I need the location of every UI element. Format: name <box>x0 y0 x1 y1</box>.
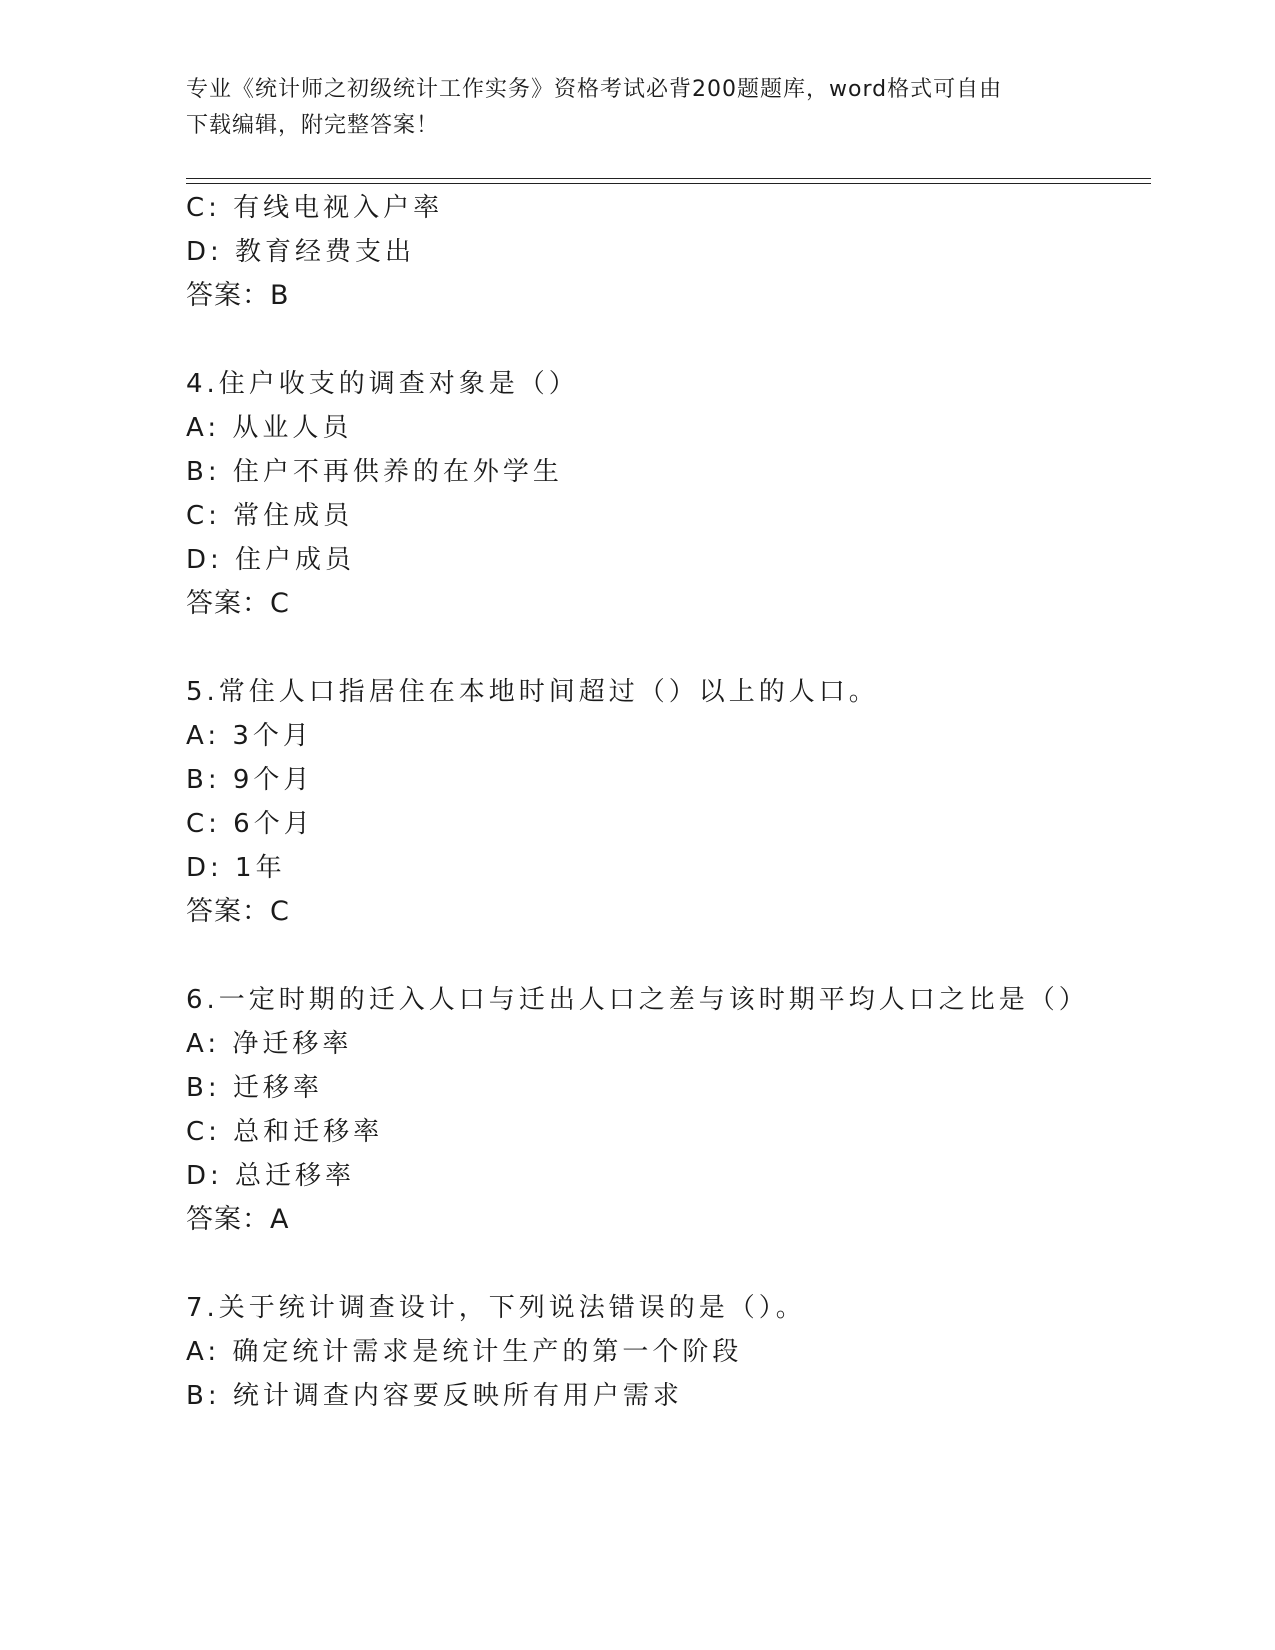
q4-option-d: D: 住户成员 <box>186 545 356 575</box>
q6-answer: 答案：A <box>186 1204 290 1235</box>
q6-option-a: A: 净迁移率 <box>186 1029 353 1059</box>
header-divider-bottom <box>186 183 1151 184</box>
q6-option-c: C: 总和迁移率 <box>186 1117 384 1147</box>
q4-option-a: A: 从业人员 <box>186 413 353 443</box>
prev-option-c: C: 有线电视入户率 <box>186 193 444 223</box>
q6-stem: 6.一定时期的迁入人口与迁出人口之差与该时期平均人口之比是（） <box>186 985 1089 1015</box>
q7-stem: 7.关于统计调查设计，下列说法错误的是（）。 <box>186 1293 806 1323</box>
q5-stem: 5.常住人口指居住在本地时间超过（）以上的人口。 <box>186 677 879 707</box>
q5-answer: 答案：C <box>186 896 290 927</box>
q7-option-a: A: 确定统计需求是统计生产的第一个阶段 <box>186 1337 743 1367</box>
q6-option-b: B: 迁移率 <box>186 1073 323 1103</box>
prev-option-d: D: 教育经费支出 <box>186 237 416 267</box>
prev-answer: 答案：B <box>186 280 290 311</box>
q5-option-c: C: 6个月 <box>186 809 314 839</box>
q4-option-b: B: 住户不再供养的在外学生 <box>186 457 563 487</box>
q4-option-c: C: 常住成员 <box>186 501 354 531</box>
header-title-line-1: 专业《统计师之初级统计工作实务》资格考试必背200题题库，word格式可自由 <box>186 77 1003 102</box>
header-title-line-2: 下载编辑，附完整答案！ <box>186 113 440 138</box>
q5-option-b: B: 9个月 <box>186 765 314 795</box>
document-header <box>186 72 1086 144</box>
q5-option-a: A: 3个月 <box>186 721 313 751</box>
q4-answer: 答案：C <box>186 588 290 619</box>
header-divider-top <box>186 178 1151 179</box>
q6-option-d: D: 总迁移率 <box>186 1161 356 1191</box>
q5-option-d: D: 1年 <box>186 853 286 883</box>
q4-stem: 4.住户收支的调查对象是（） <box>186 369 579 399</box>
q7-option-b: B: 统计调查内容要反映所有用户需求 <box>186 1381 683 1411</box>
